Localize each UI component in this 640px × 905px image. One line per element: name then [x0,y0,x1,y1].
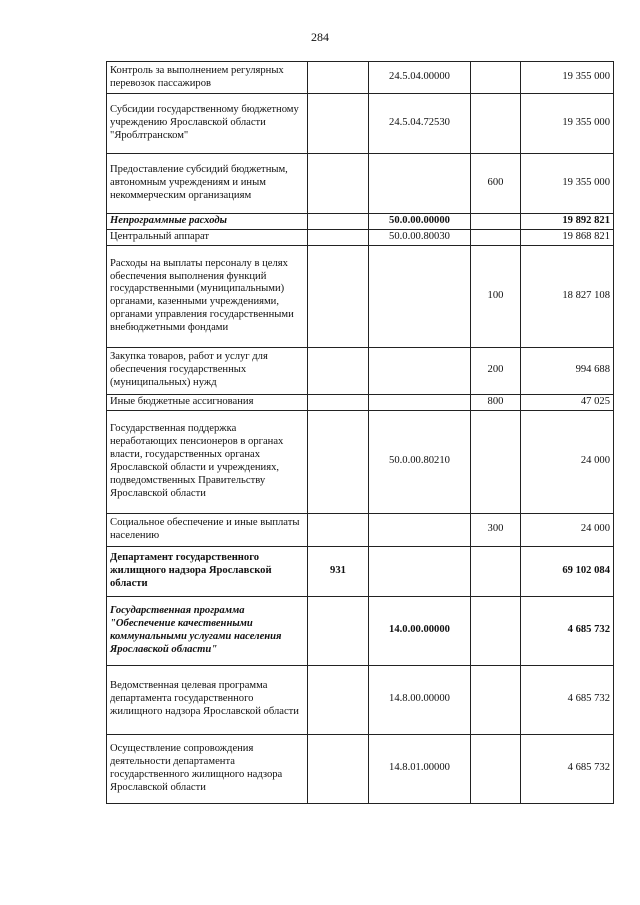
expense-name-cell: Департамент государственного жилищного надзора Ярославской области [107,546,308,596]
table-row [107,596,614,665]
expense-type-cell: 600 [471,154,521,214]
target-article-cell: 50.0.00.00000 [369,214,471,230]
expense-type-cell [471,94,521,154]
table-row [107,394,614,410]
expense-type-cell: 800 [471,394,521,410]
amount-cell: 19 355 000 [521,154,614,214]
target-article-cell: 24.5.04.72530 [369,94,471,154]
table-row [107,734,614,803]
expense-type-cell [471,596,521,665]
target-article-cell [369,546,471,596]
expense-type-cell [471,229,521,245]
expense-name-cell: Центральный аппарат [107,229,308,245]
target-article-cell: 50.0.00.80030 [369,229,471,245]
expense-name-cell: Закупка товаров, работ и услуг для обеспечения государственных (муниципальных) нужд [107,347,308,394]
target-article-cell [369,394,471,410]
department-code-cell [308,214,369,230]
expense-name-cell: Контроль за выполнением регулярных перевозок пассажиров [107,62,308,94]
department-code-cell [308,734,369,803]
expense-name-cell: Субсидии государственному бюджетному учреждению Ярославской области "Яроблтранском" [107,94,308,154]
expense-name-cell: Социальное обеспечение и иные выплаты населению [107,513,308,546]
expense-type-cell [471,734,521,803]
department-code-cell [308,347,369,394]
amount-cell: 24 000 [521,513,614,546]
amount-cell: 69 102 084 [521,546,614,596]
amount-cell: 19 868 821 [521,229,614,245]
amount-cell: 19 355 000 [521,62,614,94]
expense-type-cell: 300 [471,513,521,546]
budget-table [106,61,614,804]
table-row [107,665,614,734]
table-row [107,94,614,154]
table-row [107,347,614,394]
expense-name-cell: Непрограммные расходы [107,214,308,230]
amount-cell: 19 355 000 [521,94,614,154]
target-article-cell: 14.8.00.00000 [369,665,471,734]
department-code-cell [308,245,369,347]
target-article-cell: 50.0.00.80210 [369,410,471,513]
amount-cell: 994 688 [521,347,614,394]
department-code-cell: 931 [308,546,369,596]
table-row [107,154,614,214]
page-number: 284 [311,30,329,44]
expense-type-cell [471,665,521,734]
department-code-cell [308,94,369,154]
department-code-cell [308,394,369,410]
target-article-cell [369,245,471,347]
amount-cell: 24 000 [521,410,614,513]
table-row [107,546,614,596]
expense-name-cell: Иные бюджетные ассигнования [107,394,308,410]
amount-cell: 47 025 [521,394,614,410]
expense-type-cell: 100 [471,245,521,347]
expense-name-cell: Расходы на выплаты персоналу в целях обеспечения выполнения функций государственными (муниципальными) органами, казенными учреждениями, органами управления государственными внебюджетными фондами [107,245,308,347]
target-article-cell: 14.8.01.00000 [369,734,471,803]
target-article-cell: 24.5.04.00000 [369,62,471,94]
department-code-cell [308,665,369,734]
target-article-cell [369,347,471,394]
table-row [107,62,614,94]
expense-type-cell: 200 [471,347,521,394]
table-row [107,214,614,230]
expense-name-cell: Осуществление сопровождения деятельности департамента государственного жилищного надзора Ярославской области [107,734,308,803]
table-row [107,245,614,347]
expense-name-cell: Государственная поддержка неработающих пенсионеров в органах власти, государственных органах Ярославской области и учреждениях, подведомственных Правительству Ярославской области [107,410,308,513]
expense-type-cell [471,546,521,596]
department-code-cell [308,513,369,546]
amount-cell: 4 685 732 [521,665,614,734]
table-row [107,229,614,245]
table-row [107,410,614,513]
target-article-cell [369,513,471,546]
department-code-cell [308,229,369,245]
department-code-cell [308,596,369,665]
department-code-cell [308,410,369,513]
table-row [107,513,614,546]
target-article-cell: 14.0.00.00000 [369,596,471,665]
department-code-cell [308,154,369,214]
expense-type-cell [471,214,521,230]
expense-type-cell [471,62,521,94]
amount-cell: 4 685 732 [521,734,614,803]
expense-name-cell: Государственная программа "Обеспечение качественными коммунальными услугами населения Ярославской области" [107,596,308,665]
target-article-cell [369,154,471,214]
amount-cell: 19 892 821 [521,214,614,230]
department-code-cell [308,62,369,94]
budget-table-body [107,62,614,804]
expense-type-cell [471,410,521,513]
expense-name-cell: Предоставление субсидий бюджетным, автономным учреждениям и иным некоммерческим организациям [107,154,308,214]
amount-cell: 18 827 108 [521,245,614,347]
expense-name-cell: Ведомственная целевая программа департамента государственного жилищного надзора Ярославской области [107,665,308,734]
amount-cell: 4 685 732 [521,596,614,665]
